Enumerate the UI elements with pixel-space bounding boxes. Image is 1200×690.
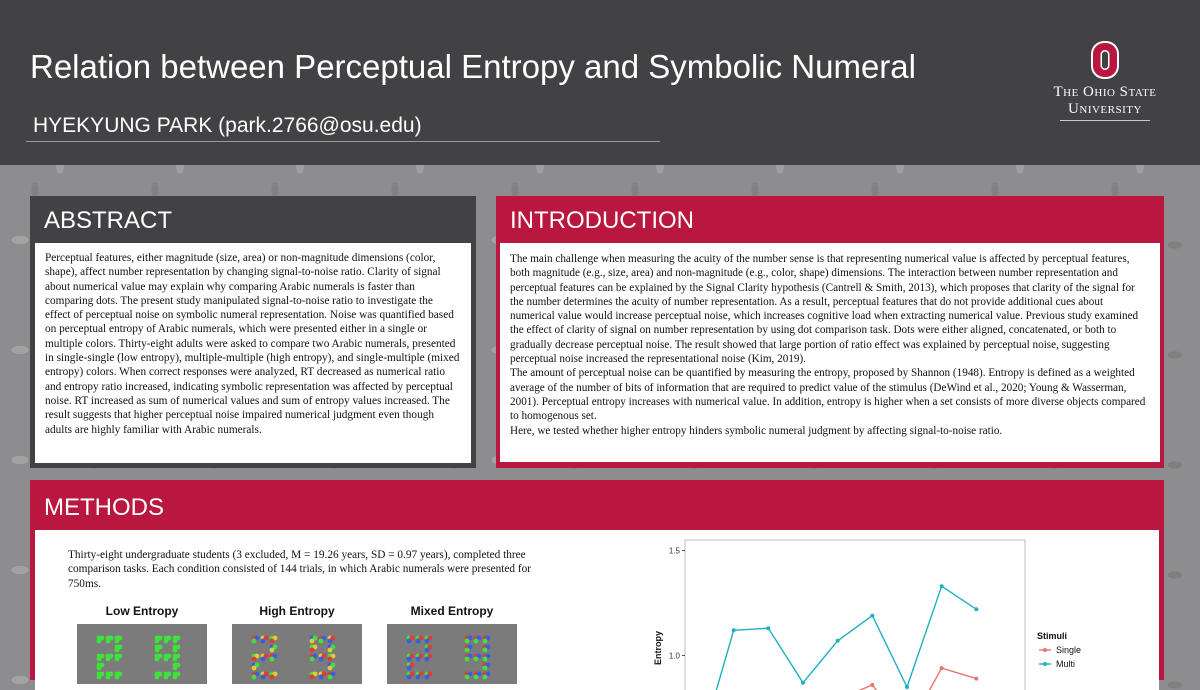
- legend-label: Multi: [1056, 659, 1076, 669]
- stimulus-dot: [261, 675, 266, 680]
- stimulus-dot: [155, 657, 160, 662]
- methods-panel: [30, 480, 1164, 680]
- stimulus-dot: [328, 657, 333, 662]
- y-tick-label: 1.0: [668, 651, 680, 661]
- stimulus-dot: [465, 657, 470, 662]
- data-point-multi: [766, 626, 770, 630]
- introduction-heading: INTRODUCTION: [510, 207, 694, 234]
- methods-body: [35, 530, 1159, 690]
- stimulus-dot: [319, 675, 324, 680]
- author-line: HYEKYUNG PARK (park.2766@osu.edu): [33, 114, 422, 137]
- stimulus-dot: [425, 657, 430, 662]
- stimulus-dot: [252, 639, 257, 644]
- legend-label: Single: [1056, 645, 1082, 655]
- logo-text-line2: University: [1068, 101, 1142, 117]
- stimulus-dot: [173, 675, 178, 680]
- stimulus-dot: [261, 657, 266, 662]
- plot-area: [685, 540, 1025, 690]
- data-point-multi: [732, 628, 736, 632]
- stimulus-dot: [328, 639, 333, 644]
- logo-text-line1: The Ohio State: [1053, 84, 1157, 100]
- stimulus-dot: [310, 675, 315, 680]
- stimulus-dot: [270, 639, 275, 644]
- stimulus-dot: [328, 675, 333, 680]
- stimulus-dot: [164, 639, 169, 644]
- introduction-paragraph-2: The amount of perceptual noise can be quantified by measuring the entropy, proposed by Shannon (1948). Entropy is defined as a weighted average of the number of bits of information that are required to predict value of the stimulus (DeWind et al., 2020; Young & Wasserman, 2001). Perceptual entropy increases with numerical value. In addition, entropy is higher when a set consists of more diverse objects compared to homogenous set.: [510, 367, 1146, 423]
- introduction-body: [500, 243, 1160, 462]
- data-point-single: [974, 677, 978, 681]
- stimulus-dot: [270, 648, 275, 653]
- stimulus-dot: [173, 657, 178, 662]
- methods-text: Thirty-eight undergraduate students (3 excluded, M = 19.26 years, SD = 0.97 years), completed three comparison tasks. Each condition consisted of 144 trials, in which Arabic numerals were presented for 750ms.: [68, 549, 532, 590]
- stimulus-dot: [465, 675, 470, 680]
- data-point-multi: [801, 681, 805, 685]
- abstract-text: Perceptual features, either magnitude (size, area) or non-magnitude dimensions (color, shape), affect number representation by changing signal-to-noise ratio. Clarity of signal about numerical value may explain why comparing Arabic numerals is faster than comparing dots. The present study manipulated signal-to-noise ratio to investigate the effect of perceptual noise on symbolic numeral representation. Noise was quantified based on perceptual entropy of Arabic numerals, which were presented either in a single or multiple colors. Thirty-eight adults were asked to compare two Arabic numerals, presented in single-single (low entropy), multiple-multiple (high entropy), and single-multiple (mixed entropy) colors. When correct responses were analyzed, RT decreased as numerical ratio and entropy ratio increased, indicating symbolic representation was affected by perceptual noise. RT increased as sum of numerical values and sum of entropy values increased. The result suggests that higher perceptual noise impaired numerical judgment even though adults are highly familiar with Arabic numerals.: [45, 252, 460, 436]
- entropy-line-chart: [635, 530, 1155, 690]
- stimulus-dot: [155, 675, 160, 680]
- stimulus-dot: [97, 639, 102, 644]
- stimulus-dot: [425, 639, 430, 644]
- y-axis-label: Entropy: [653, 630, 663, 665]
- block-o-icon: [1090, 40, 1120, 80]
- stimulus-dot: [416, 657, 421, 662]
- author-divider: [26, 141, 660, 142]
- stimulus-image-low: [77, 624, 207, 684]
- university-logo: [1040, 40, 1170, 130]
- stimulus-dot: [416, 675, 421, 680]
- stimulus-dot: [407, 657, 412, 662]
- stimulus-dot: [465, 648, 470, 653]
- stimulus-dot: [425, 675, 430, 680]
- stimulus-dot: [416, 639, 421, 644]
- introduction-paragraph-3: Here, we tested whether higher entropy hinders symbolic numeral judgment by affecting signal-to-noise ratio.: [510, 424, 1003, 437]
- abstract-panel: [30, 196, 476, 468]
- stimulus-dot: [465, 639, 470, 644]
- stimulus-dot: [261, 639, 266, 644]
- stimulus-dot: [270, 657, 275, 662]
- data-point-multi: [974, 607, 978, 611]
- stimulus-dot: [474, 639, 479, 644]
- abstract-body: [35, 243, 471, 463]
- y-tick-label: 1.5: [668, 546, 680, 556]
- stimulus-dot: [319, 639, 324, 644]
- stimulus-dot: [474, 657, 479, 662]
- stimulus-dots-mixed: [387, 624, 517, 684]
- stimulus-label-low: Low Entropy: [105, 604, 179, 618]
- stimulus-dot: [252, 675, 257, 680]
- stimulus-dot: [106, 675, 111, 680]
- stimulus-dot: [115, 648, 120, 653]
- stimulus-label-high: High Entropy: [259, 604, 335, 618]
- data-point-multi: [940, 584, 944, 588]
- stimulus-dot: [310, 639, 315, 644]
- poster-header: [0, 0, 1200, 165]
- data-point-multi: [870, 614, 874, 618]
- stimulus-dot: [310, 657, 315, 662]
- data-point-multi: [836, 639, 840, 643]
- stimulus-dot: [270, 675, 275, 680]
- stimulus-dot: [252, 657, 257, 662]
- stimulus-dot: [425, 648, 430, 653]
- stimulus-dot: [115, 639, 120, 644]
- stimulus-dot: [483, 666, 488, 671]
- stimulus-dot: [97, 675, 102, 680]
- logo-divider: [1060, 120, 1150, 121]
- stimulus-dot: [173, 666, 178, 671]
- stimulus-dot: [483, 648, 488, 653]
- methods-heading: METHODS: [44, 494, 164, 521]
- stimulus-dot: [483, 639, 488, 644]
- stimulus-dot: [106, 657, 111, 662]
- stimulus-dot: [155, 648, 160, 653]
- stimulus-dot: [115, 675, 120, 680]
- introduction-panel: [496, 196, 1164, 468]
- legend-key-point: [1043, 662, 1047, 666]
- stimulus-dot: [407, 675, 412, 680]
- stimulus-dot: [97, 666, 102, 671]
- stimulus-dots-low: [77, 624, 207, 684]
- stimulus-dot: [252, 666, 257, 671]
- stimulus-dot: [155, 639, 160, 644]
- stimulus-dot: [164, 675, 169, 680]
- stimulus-dot: [407, 639, 412, 644]
- stimulus-label-mixed: Mixed Entropy: [410, 604, 494, 618]
- abstract-heading: ABSTRACT: [44, 207, 173, 234]
- data-point-multi: [905, 685, 909, 689]
- data-point-single: [940, 666, 944, 670]
- stimulus-dot: [407, 666, 412, 671]
- stimulus-dot: [328, 666, 333, 671]
- poster-title: Relation between Perceptual Entropy and Symbolic Numeral: [30, 48, 916, 85]
- data-point-single: [870, 683, 874, 687]
- stimulus-dots-high: [232, 624, 362, 684]
- stimulus-image-mixed: [387, 624, 517, 684]
- stimulus-dot: [328, 648, 333, 653]
- stimulus-dot: [97, 657, 102, 662]
- stimulus-image-high: [232, 624, 362, 684]
- introduction-paragraph-1: The main challenge when measuring the acuity of the number sense is that representing numerical value is affected by perceptual features, both magnitude (e.g., size, area) and non-magnitude (e.g., color, shape) dimensions. The interaction between number representation and perceptual features can be explained by the Signal Clarity hypothesis (Cantrell & Smith, 2013), which proposes that clarity of the signal for the number determines the acuity of number representation. As a result, perceptual features that do not provide additional cues about numerical value would increase perceptual noise, which increases cognitive load when extracting numerical value. Previous study examined the effect of clarity of signal on number representation by using dot comparison task. Dots were either aligned, concatenated, or both to gradually decrease perceptual noise. The result showed that large portion of ratio effect was explained by perceptual noise, suggesting perceptual noise increased the representational noise (Kim, 2019).: [510, 253, 1139, 366]
- legend-key-point: [1043, 648, 1047, 652]
- stimulus-dot: [106, 639, 111, 644]
- stimulus-dot: [319, 657, 324, 662]
- stimulus-dot: [483, 657, 488, 662]
- stimulus-dot: [173, 648, 178, 653]
- legend-title: Stimuli: [1037, 631, 1068, 641]
- stimulus-dot: [164, 657, 169, 662]
- stimulus-dot: [474, 675, 479, 680]
- stimulus-dot: [483, 675, 488, 680]
- stimulus-dot: [310, 648, 315, 653]
- stimulus-dot: [115, 657, 120, 662]
- stimulus-dot: [173, 639, 178, 644]
